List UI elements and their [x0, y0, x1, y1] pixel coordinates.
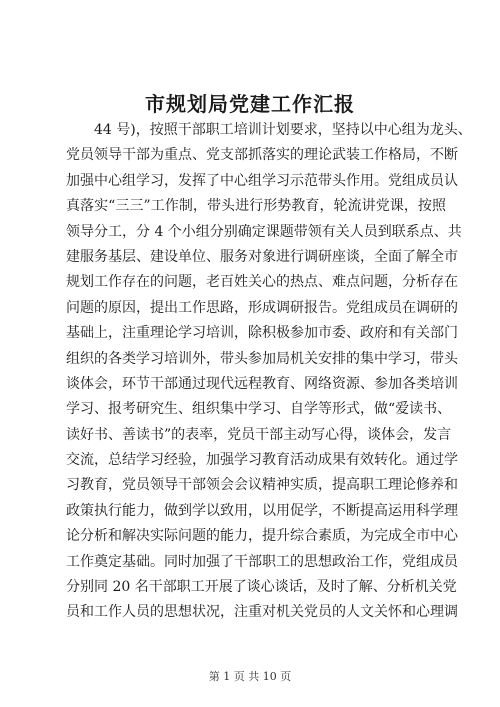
body-line: 基础上，注重理论学习培训，除积极参加市委、政府和有关部门	[66, 325, 458, 342]
body-line: 论分析和解决实际问题的能力，提升综合素质，为完成全市中心	[66, 528, 458, 545]
body-line: 加强中心组学习，发挥了中心组学习示范带头作用。党组成员认	[66, 172, 458, 189]
body-line: 员和工作人员的思想状况，注重对机关党员的人文关怀和心理调	[66, 604, 458, 621]
body-line: 工作奠定基础。同时加强了干部职工的思想政治工作，党组成员	[66, 553, 458, 570]
body-line: 读好书、善读书”的表率，党员干部主动写心得，谈体会，发言	[66, 426, 452, 443]
body-line: 真落实“三三”工作制，带头进行形势教育，轮流讲党课，按照	[66, 198, 446, 215]
body-line: 组织的各类学习培训外，带头参加局机关安排的集中学习，带头	[66, 350, 458, 367]
body-line: 44 号)，按照干部职工培训计划要求，坚持以中心组为龙头、	[94, 122, 472, 138]
body-line: 领导分工，分 4 个小组分别确定课题带领有关人员到联系点、共	[66, 223, 462, 240]
body-line: 习教育，党员领导干部领会会议精神实质，提高职工理论修养和	[66, 477, 458, 494]
body-line: 政策执行能力，做到学以致用，以用促学，不断提高运用科学理	[66, 502, 458, 519]
body-line: 规划工作存在的问题，老百姓关心的热点、难点问题，分析存在	[66, 274, 458, 291]
body-line: 问题的原因，提出工作思路，形成调研报告。党组成员在调研的	[66, 299, 458, 316]
document-title: 市规划局党建工作汇报	[145, 92, 355, 116]
body-line: 分别同 20 名干部职工开展了谈心谈话，及时了解、分析机关党	[66, 579, 457, 596]
document-body	[66, 118, 472, 626]
body-line: 谈体会，环节干部通过现代远程教育、网络资源、参加各类培训	[66, 375, 458, 392]
page-footer: 第 1 页 共 10 页	[208, 670, 292, 683]
body-line: 学习、报考研究生、组织集中学习、自学等形式，做“爱读书、	[66, 401, 452, 418]
body-line: 建服务基层、建设单位、服务对象进行调研座谈，全面了解全市	[66, 248, 458, 265]
body-line: 党员领导干部为重点、党支部抓落实的理论武装工作格局，不断	[66, 147, 458, 164]
body-line: 交流，总结学习经验，加强学习教育活动成果有效转化。通过学	[66, 452, 458, 469]
